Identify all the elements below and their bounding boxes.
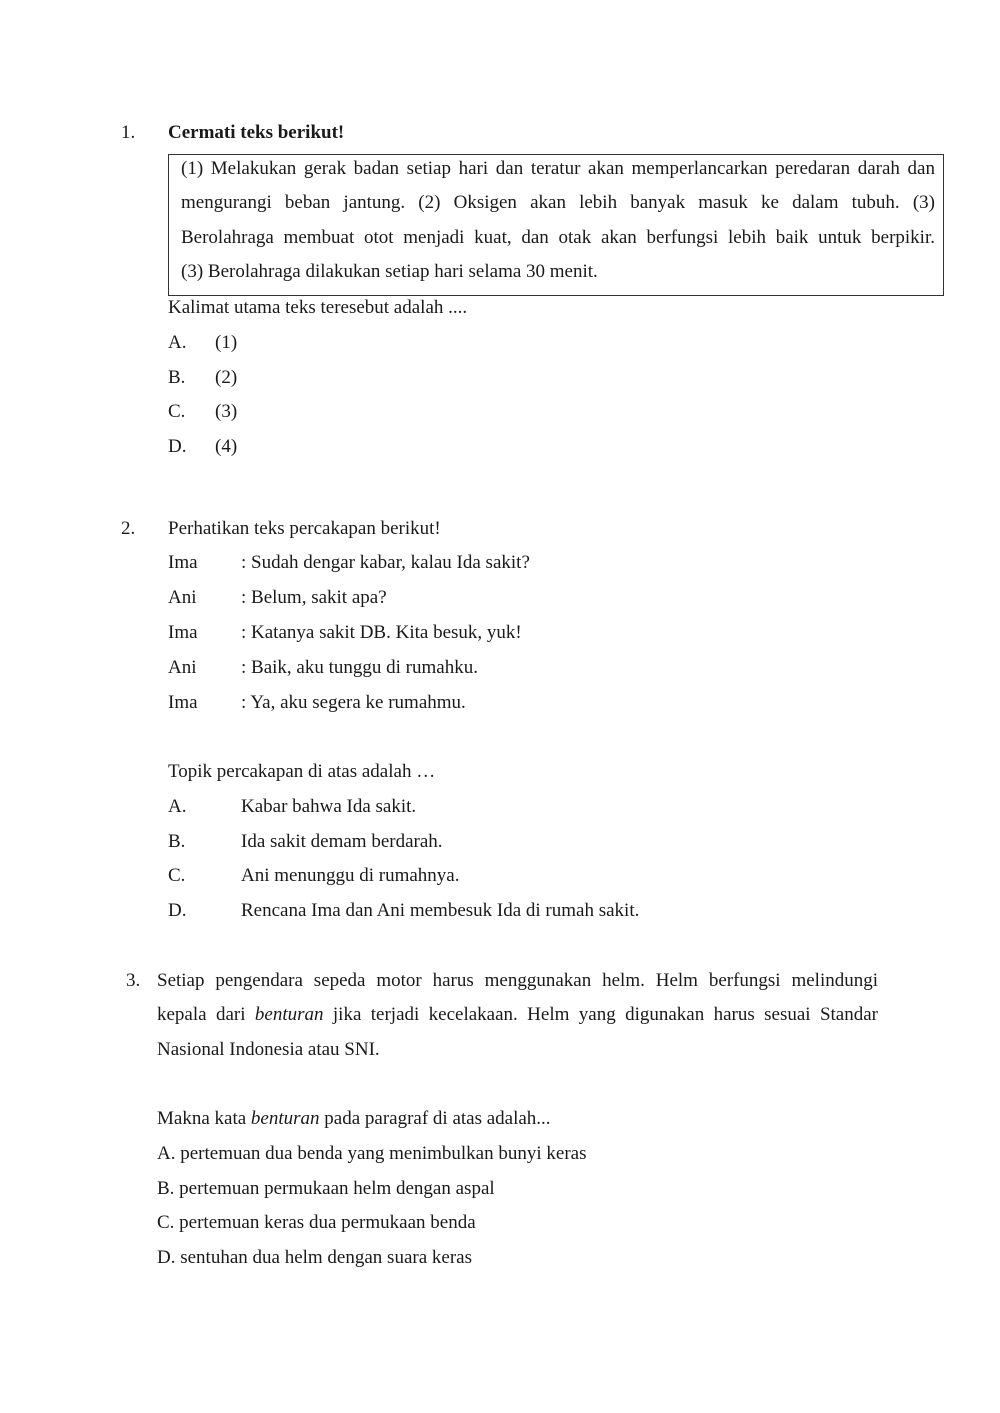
q2-dialog-speaker-5: Ima bbox=[168, 692, 198, 713]
q2-option-c-letter: C. bbox=[168, 865, 186, 886]
q3-paragraph-line-1: Setiap pengendara sepeda motor harus menggunakan helm. Helm berfungsi melindungi bbox=[157, 970, 878, 991]
q1-option-c-letter: C. bbox=[168, 401, 186, 422]
q2-dialog-speaker-3: Ima bbox=[168, 622, 198, 643]
q2-instruction: Perhatikan teks percakapan berikut! bbox=[168, 518, 441, 539]
q1-option-d-letter: D. bbox=[168, 436, 187, 457]
q3-option-a[interactable]: A. pertemuan dua benda yang menimbulkan bunyi keras bbox=[157, 1143, 587, 1164]
q2-dialog-speaker-2: Ani bbox=[168, 587, 197, 608]
q1-option-c[interactable]: (3) bbox=[215, 401, 238, 422]
q3-keyword-benturan: benturan bbox=[254, 1004, 324, 1025]
q3-question-pre: Makna kata bbox=[157, 1108, 251, 1129]
q3-paragraph-line-2 bbox=[157, 1003, 878, 1027]
q1-box-line-1: (1) Melakukan gerak badan setiap hari dan teratur akan memperlancarkan peredaran darah dan bbox=[181, 158, 935, 179]
q2-question: Topik percakapan di atas adalah … bbox=[168, 761, 436, 782]
q3-question-post: pada paragraf di atas adalah... bbox=[319, 1108, 551, 1129]
q2-option-b-letter: B. bbox=[168, 831, 186, 852]
q2-dialog-line-3: : Katanya sakit DB. Kita besuk, yuk! bbox=[241, 622, 522, 643]
q2-dialog-line-1: : Sudah dengar kabar, kalau Ida sakit? bbox=[241, 552, 530, 573]
q2-dialog-speaker-1: Ima bbox=[168, 552, 198, 573]
q1-question: Kalimat utama teks teresebut adalah .... bbox=[168, 297, 468, 318]
q1-box-line-3: Berolahraga membuat otot menjadi kuat, dan otak akan berfungsi lebih baik untuk berpikir. bbox=[181, 227, 935, 248]
q1-option-d[interactable]: (4) bbox=[215, 436, 238, 457]
q1-box-line-4: (3) Berolahraga dilakukan setiap hari selama 30 menit. bbox=[181, 261, 598, 282]
q3-number: 3. bbox=[126, 970, 141, 991]
q2-option-c[interactable]: Ani menunggu di rumahnya. bbox=[241, 865, 460, 886]
q1-option-a-letter: A. bbox=[168, 332, 187, 353]
q2-option-d-letter: D. bbox=[168, 900, 187, 921]
q3-paragraph-line-2-pre: kepala dari bbox=[157, 1004, 255, 1025]
q2-number: 2. bbox=[121, 518, 136, 539]
q2-dialog-line-5: : Ya, aku segera ke rumahmu. bbox=[241, 692, 466, 713]
q1-instruction: Cermati teks berikut! bbox=[168, 122, 345, 143]
q3-option-c[interactable]: C. pertemuan keras dua permukaan benda bbox=[157, 1212, 476, 1233]
q1-option-b-letter: B. bbox=[168, 367, 186, 388]
q1-box-line-2: mengurangi beban jantung. (2) Oksigen akan lebih banyak masuk ke dalam tubuh. (3) bbox=[181, 192, 935, 213]
q3-option-d[interactable]: D. sentuhan dua helm dengan suara keras bbox=[157, 1247, 472, 1268]
q1-option-a[interactable]: (1) bbox=[215, 332, 238, 353]
q3-paragraph-line-3: Nasional Indonesia atau SNI. bbox=[157, 1039, 380, 1060]
q2-option-a-letter: A. bbox=[168, 796, 187, 817]
q1-option-b[interactable]: (2) bbox=[215, 367, 238, 388]
q2-dialog-line-4: : Baik, aku tunggu di rumahku. bbox=[241, 657, 478, 678]
q2-dialog-speaker-4: Ani bbox=[168, 657, 197, 678]
q2-dialog-line-2: : Belum, sakit apa? bbox=[241, 587, 387, 608]
q2-option-b[interactable]: Ida sakit demam berdarah. bbox=[241, 831, 443, 852]
q3-question-keyword: benturan bbox=[250, 1108, 320, 1129]
q3-option-b[interactable]: B. pertemuan permukaan helm dengan aspal bbox=[157, 1178, 495, 1199]
q2-option-d[interactable]: Rencana Ima dan Ani membesuk Ida di rumah sakit. bbox=[241, 900, 640, 921]
q2-option-a[interactable]: Kabar bahwa Ida sakit. bbox=[241, 796, 417, 817]
q1-number: 1. bbox=[121, 122, 136, 143]
q3-question bbox=[157, 1107, 551, 1131]
q3-paragraph-line-2-post: jika terjadi kecelakaan. Helm yang digunakan harus sesuai Standar bbox=[323, 1004, 878, 1025]
